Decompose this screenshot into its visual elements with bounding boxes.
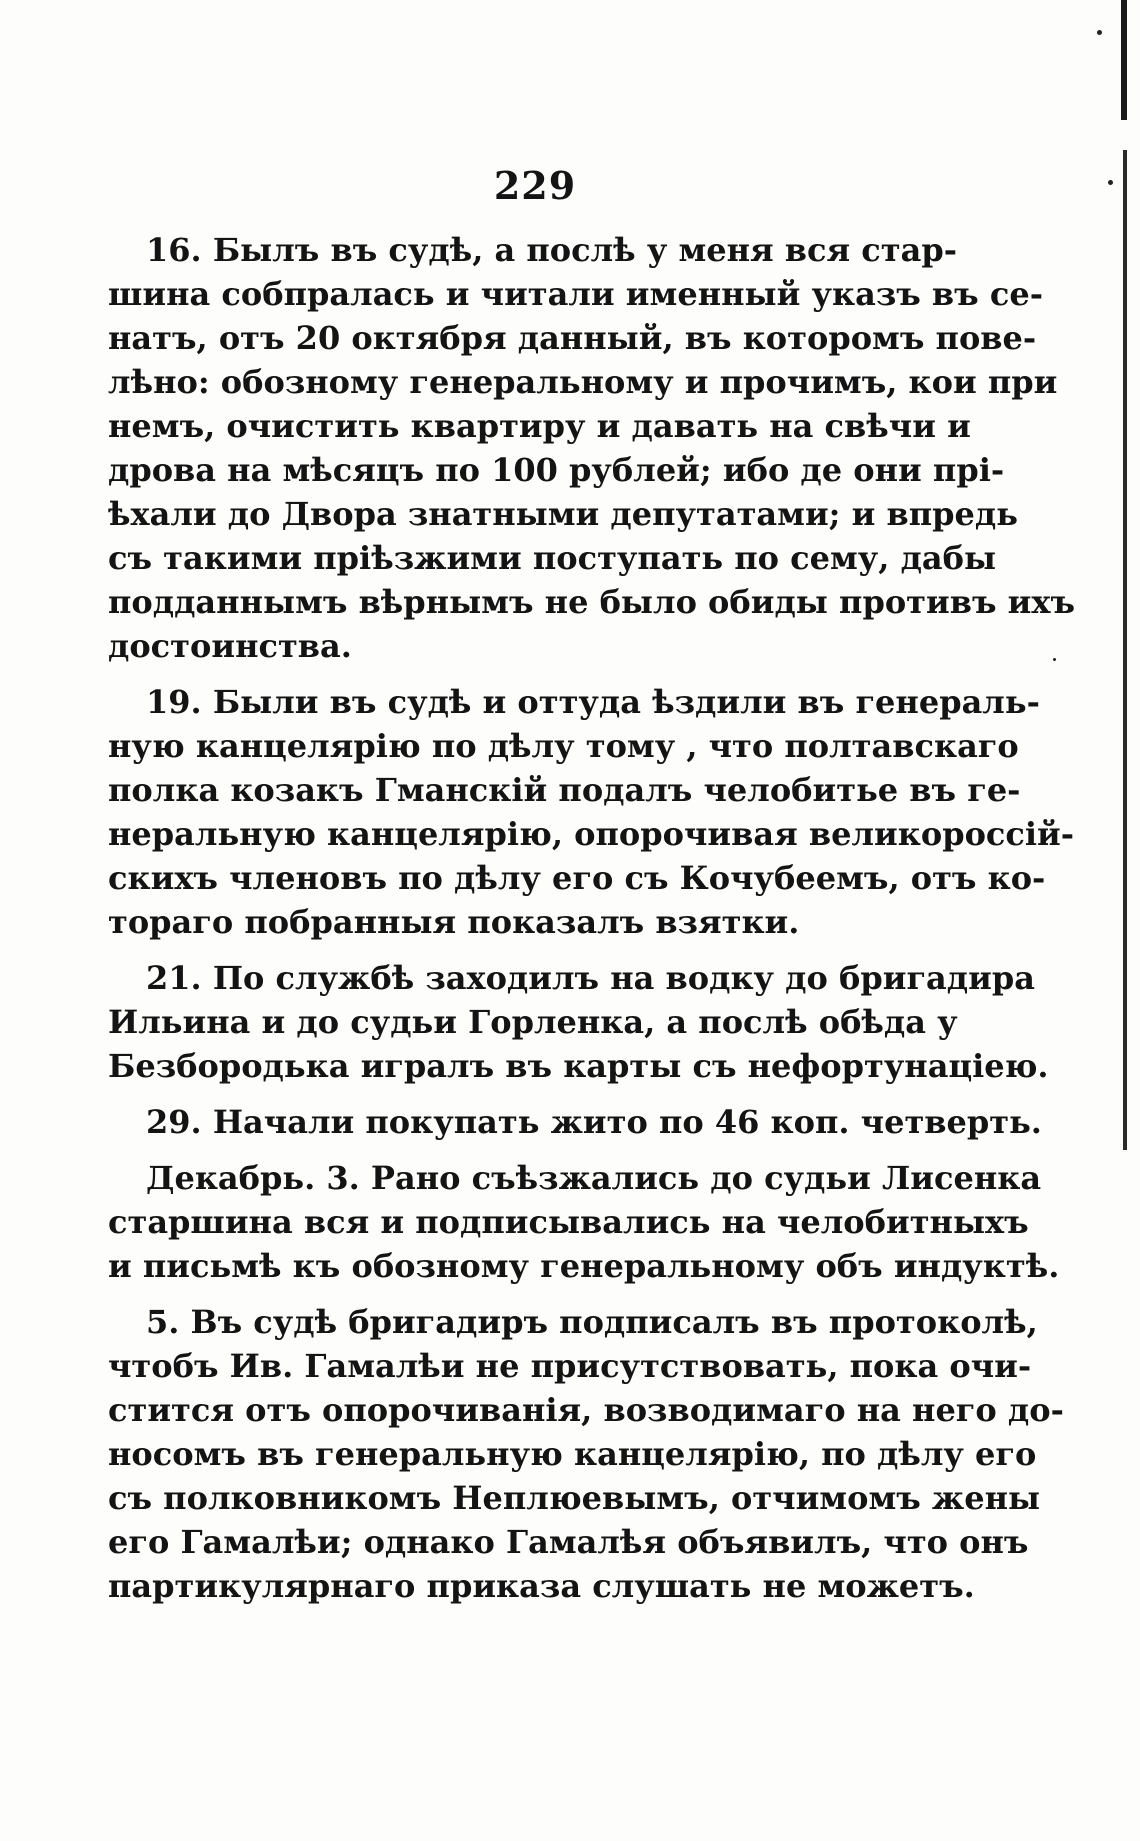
text-line: 21. По службѣ заходилъ на водку до бригадира	[146, 959, 1035, 997]
text-line: чтобъ Ив. Гамалѣи не присутствовать, пока очи-	[108, 1347, 1032, 1385]
paragraph	[108, 956, 1049, 1088]
text-line: ную канцелярію по дѣлу тому , что полтавскаго	[108, 727, 1019, 765]
paragraph	[108, 1156, 1060, 1288]
text-line: 29. Начали покупать жито по 46 коп. четверть.	[146, 1103, 1042, 1141]
text-line: его Гамалѣи; однако Гамалѣя объявилъ, что онъ	[108, 1523, 1029, 1561]
text-line: съ такими пріѣзжими поступать по сему, дабы	[108, 539, 997, 577]
text-line: носомъ въ генеральную канцелярію, по дѣлу его	[108, 1435, 1037, 1473]
text-line: Безбородька игралъ въ карты съ нефортунаціею.	[108, 1047, 1049, 1085]
text-line: ѣхали до Двора знатными депутатами; и впредь	[108, 495, 1018, 533]
scan-edge-mark	[1121, 0, 1127, 120]
text-line: лѣно: обозному генеральному и прочимъ, кои при	[108, 363, 1058, 401]
paragraph	[108, 1300, 1064, 1608]
text-line: Декабрь. 3. Рано съѣзжались до судьи Лисенка	[146, 1159, 1042, 1197]
text-line: партикулярнаго приказа слушать не можетъ.	[108, 1567, 975, 1605]
scan-speck	[1097, 30, 1102, 35]
text-line: и письмѣ къ обозному генеральному объ индуктѣ.	[108, 1247, 1060, 1285]
text-line: достоинства.	[108, 627, 352, 665]
text-line: съ полковникомъ Неплюевымъ, отчимомъ жены	[108, 1479, 1041, 1517]
text-line: неральную канцелярію, опорочивая великороссій-	[108, 815, 1075, 853]
paragraph	[108, 228, 1075, 668]
text-line: тораго побранныя показалъ взятки.	[108, 903, 800, 941]
text-line: 19. Были въ судѣ и оттуда ѣздили въ генераль-	[146, 683, 1040, 721]
text-line: 16. Былъ въ судѣ, а послѣ у меня вся стар-	[146, 231, 957, 269]
text-line: стится отъ опорочиванія, возводимаго на него до-	[108, 1391, 1064, 1429]
text-line: шина собпралась и читали именный указъ въ се-	[108, 275, 1043, 313]
text-line: старшина вся и подписывались на челобитныхъ	[108, 1203, 1029, 1241]
paragraph	[108, 680, 1075, 944]
text-line: натъ, отъ 20 октября данный, въ которомъ пове-	[108, 319, 1037, 357]
text-line: полка козакъ Гманскій подалъ челобитье въ ге-	[108, 771, 1021, 809]
text-line: немъ, очистить квартиру и давать на свѣчи и	[108, 407, 971, 445]
scan-edge-mark	[1123, 150, 1127, 1150]
page-text	[108, 228, 1075, 1620]
paragraph	[108, 1100, 1042, 1144]
page-number: 229	[493, 163, 577, 208]
text-line: подданнымъ вѣрнымъ не было обиды противъ ихъ	[108, 583, 1075, 621]
text-line: 5. Въ судѣ бригадиръ подписалъ въ протоколѣ,	[146, 1303, 1038, 1341]
text-line: Ильина и до судьи Горленка, а послѣ обѣда у	[108, 1003, 958, 1041]
scan-speck	[1108, 180, 1113, 185]
scan-speck	[1053, 658, 1056, 661]
text-line: скихъ членовъ по дѣлу его съ Кочубеемъ, отъ ко-	[108, 859, 1046, 897]
text-line: дрова на мѣсяцъ по 100 рублей; ибо де они прі-	[108, 451, 1005, 489]
